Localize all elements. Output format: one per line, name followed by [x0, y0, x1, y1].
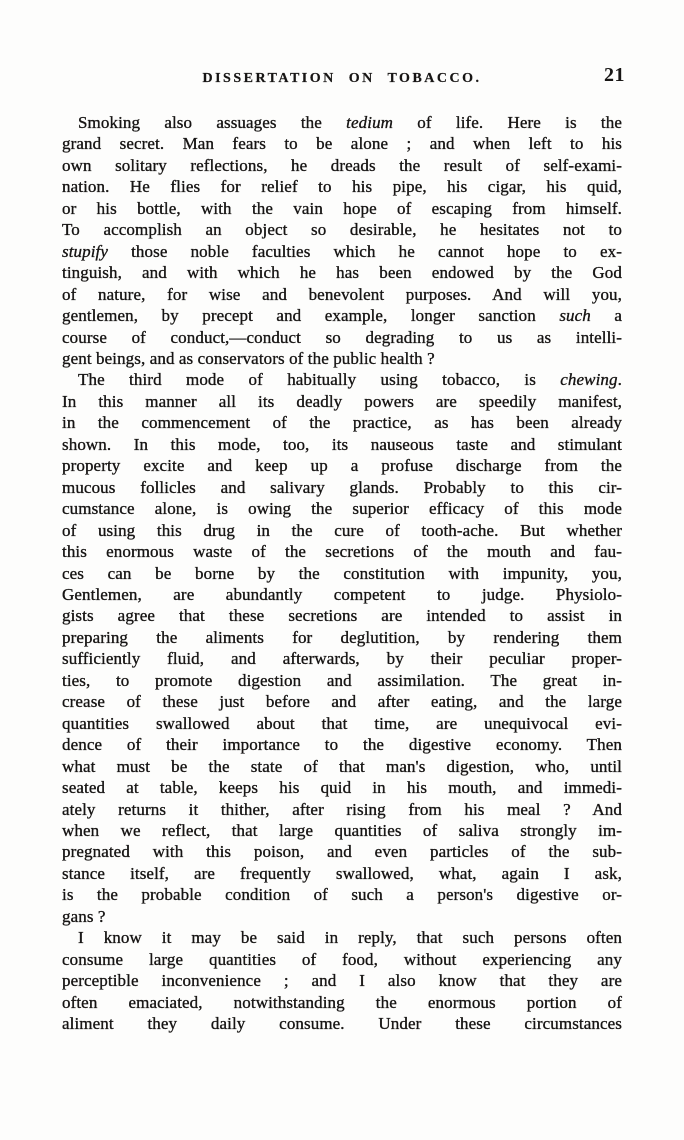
paragraph [62, 369, 622, 927]
text-line: To accomplish an object so desirable, he hesitates not to [62, 220, 622, 240]
text-line: when we reflect, that large quantities of saliva strongly im- [62, 820, 622, 840]
text-line: in the commencement of the practice, as has been already [62, 413, 622, 433]
text-line: grand secret. Man fears to be alone ; and when left to his [62, 134, 622, 154]
text-line: often emaciated, notwithstanding the enormous portion of [62, 992, 622, 1012]
text-line: shown. In this mode, too, its nauseous taste and stimulant [62, 434, 622, 454]
text-line: The third mode of habitually using tobacco, is chewing. [78, 370, 622, 390]
text-line: quantities swallowed about that time, are unequivocal evi- [62, 713, 622, 733]
text-line: seated at table, keeps his quid in his mouth, and immedi- [62, 778, 622, 798]
text-line: stupify those noble faculties which he cannot hope to ex- [62, 241, 622, 261]
text-line: tinguish, and with which he has been endowed by the God [62, 263, 622, 283]
text-line: gans ? [62, 906, 106, 926]
text-line: Smoking also assuages the tedium of life. Here is the [78, 113, 622, 132]
text-line: cumstance alone, is owing the superior efficacy of this mode [62, 499, 622, 519]
text-line: pregnated with this poison, and even particles of the sub- [62, 842, 622, 862]
text-line: course of conduct,—conduct so degrading to us as intelli- [62, 327, 622, 347]
text-line: gists agree that these secretions are intended to assist in [62, 606, 622, 626]
text-line: crease of these just before and after eating, and the large [62, 692, 622, 712]
page-body [62, 112, 622, 1034]
text-line: preparing the aliments for deglutition, by rendering them [62, 627, 622, 647]
page-number: 21 [604, 64, 625, 86]
text-line: sufficiently fluid, and afterwards, by their peculiar proper- [62, 649, 622, 669]
text-line: consume large quantities of food, without experiencing any [62, 949, 622, 969]
paragraph [62, 927, 622, 1034]
running-head-title: DISSERTATION ON TOBACCO. [202, 71, 482, 86]
text-line: ately returns it thither, after rising from his meal ? And [62, 799, 622, 819]
paragraph [62, 112, 622, 369]
text-line: ties, to promote digestion and assimilation. The great in- [62, 670, 622, 690]
text-line: Gentlemen, are abundantly competent to judge. Physiolo- [62, 584, 622, 604]
text-line: of nature, for wise and benevolent purposes. And will you, [62, 284, 622, 304]
text-line: is the probable condition of such a person's digestive or- [62, 885, 622, 905]
text-line: I know it may be said in reply, that such persons often [78, 928, 622, 948]
text-line: own solitary reflections, he dreads the result of self-exami- [62, 155, 622, 175]
text-line: perceptible inconvenience ; and I also know that they are [62, 971, 622, 991]
text-line: dence of their importance to the digestive economy. Then [62, 735, 622, 755]
text-line: nation. He flies for relief to his pipe, his cigar, his quid, [62, 177, 622, 197]
text-line: property excite and keep up a profuse discharge from the [62, 456, 622, 476]
text-line: ces can be borne by the constitution with impunity, you, [62, 563, 622, 583]
text-line: or his bottle, with the vain hope of escaping from himself. [62, 198, 622, 218]
text-line: what must be the state of that man's digestion, who, until [62, 756, 622, 776]
text-line: gent beings, and as conservators of the public health ? [62, 348, 435, 368]
text-line: this enormous waste of the secretions of the mouth and fau- [62, 542, 622, 562]
text-line: of using this drug in the cure of tooth-ache. But whether [62, 520, 622, 540]
text-line: In this manner all its deadly powers are speedily manifest, [62, 391, 622, 411]
text-line: gentlemen, by precept and example, longer sanction such a [62, 306, 623, 326]
text-line: mucous follicles and salivary glands. Probably to this cir- [62, 477, 622, 497]
text-line: aliment they daily consume. Under these circumstances [62, 1014, 622, 1034]
text-line: stance itself, are frequently swallowed, what, again I ask, [62, 863, 622, 883]
